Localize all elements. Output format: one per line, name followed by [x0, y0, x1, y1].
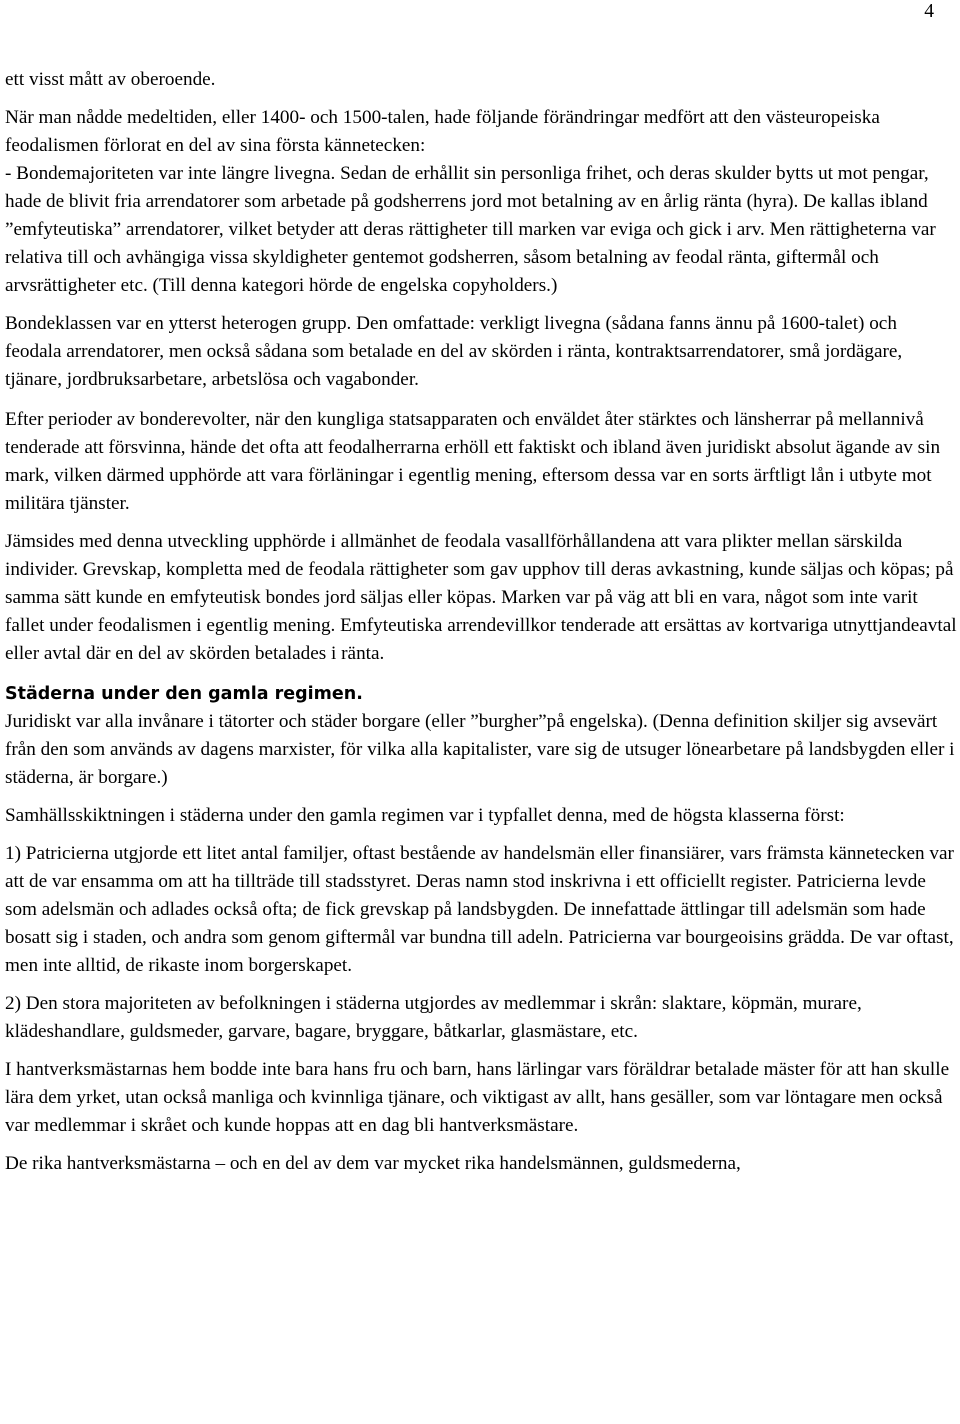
- paragraph: - Bondemajoriteten var inte längre livegna. Sedan de erhållit sin personliga frihet, och deras skulder bytts ut mot pengar, hade de blivit fria arrendatorer som arbetade på godsherrens jord mot betalning av en årlig ränta (hyra). De kallas ibland ”emfyteutiska” arrendatorer, vilket betyder att deras rättigheter till marken var eviga och gick i arv. Men rättigheterna var relativa till och avhängiga vissa skyldigheter gentemot godsherren, såsom betalning av feodal ränta, giftermål och arvsrättigheter etc. (Till denna kategori hörde de engelska copyholders.): [5, 163, 936, 296]
- paragraph: Samhällsskiktningen i städerna under den gamla regimen var i typfallet denna, med de högsta klasserna först:: [5, 805, 845, 826]
- paragraph: Bondeklassen var en ytterst heterogen grupp. Den omfattade: verkligt livegna (sådana fanns ännu på 1600-talet) och feodala arrendatorer, men också sådana som betalade en del av skörden i ränta, kontraktsarrendatorer, små jordägare, tjänare, jordbruksarbetare, arbetslösa och vagabonder.: [5, 313, 903, 390]
- paragraph: ett visst mått av oberoende.: [5, 69, 216, 90]
- page-number: 4: [924, 1, 934, 22]
- paragraph: När man nådde medeltiden, eller 1400- och 1500-talen, hade följande förändringar medfört att den västeuropeiska feodalismen förlorat en del av sina första kännetecken:: [5, 107, 880, 156]
- paragraph: 1) Patricierna utgjorde ett litet antal familjer, oftast bestående av handelsmän eller finansiärer, vars främsta kännetecken var att de var ensamma om att ha tillträde till stadsstyret. Deras namn stod inskrivna i ett officiellt register. Patricierna levde som adelsmän och adlades också ofta; de fick grevskap på landsbygden. De innefattade ättlingar till adelsmän som hade bosatt sig i staden, och andra som genom giftermål var bundna till adeln. Patricierna var bourgeoisins grädda. De var oftast, men inte alltid, de rikaste inom borgerskapet.: [5, 843, 954, 976]
- paragraph: De rika hantverksmästarna – och en del av dem var mycket rika handelsmännen, guldsmederna,: [5, 1153, 741, 1174]
- paragraph: Jämsides med denna utveckling upphörde i allmänhet de feodala vasallförhållandena att vara plikter mellan särskilda individer. Grevskap, kompletta med de feodala rättigheter som gav upphov till deras avkastning, kunde säljas och köpas; på samma sätt kunde en emfyteutisk bondes jord säljas eller köpas. Marken var på väg att bli en vara, något som inte varit fallet under feodalismen i egentlig mening. Emfyteutiska arrendevillkor tenderade att ersättas av kortvariga utnyttjandeavtal eller avtal där en del av skörden betalades i ränta.: [5, 531, 957, 664]
- paragraph: 2) Den stora majoriteten av befolkningen i städerna utgjordes av medlemmar i skrån: slaktare, köpmän, murare, klädeshandlare, guldsmeder, garvare, bagare, bryggare, båtkarlar, glasmästare, etc.: [5, 993, 862, 1042]
- paragraph: Juridiskt var alla invånare i tätorter och städer borgare (eller ”burgher”på engelska). (Denna definition skiljer sig avsevärt från den som används av dagens marxister, för vilka alla kapitalister, vare sig de utsuger lönearbetare på landsbygden eller i städerna, är borgare.): [5, 711, 955, 788]
- paragraph: I hantverksmästarnas hem bodde inte bara hans fru och barn, hans lärlingar vars föräldrar betalade mäster för att han skulle lära dem yrket, utan också manliga och kvinnliga tjänare, och viktigast av allt, hans gesäller, som var löntagare men också var medlemmar i skrået och kunde hoppas att en dag bli hantverksmästare.: [5, 1059, 950, 1136]
- section-heading: Städerna under den gamla regimen.: [5, 684, 363, 704]
- document-body: [5, 66, 957, 1178]
- paragraph: Efter perioder av bonderevolter, när den kungliga statsapparaten och enväldet åter stärktes och länsherrar på mellannivå tenderade att försvinna, hände det ofta att feodalherrarna erhöll ett faktiskt och ibland även juridiskt absolut ägande av sin mark, vilken därmed upphörde att vara förläningar i egentlig mening, eftersom dessa var en sorts ärftligt lån i utbyte mot militära tjänster.: [5, 409, 941, 514]
